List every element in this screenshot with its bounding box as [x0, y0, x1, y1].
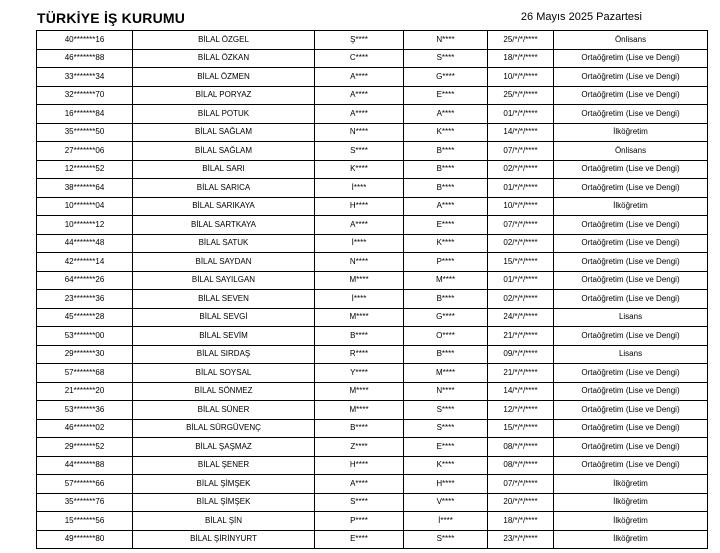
- mother-name-cell: İ****: [315, 234, 404, 253]
- applicant-table: [36, 30, 708, 549]
- mother-name-cell: A****: [315, 475, 404, 494]
- father-name-cell: K****: [404, 234, 488, 253]
- id-number-cell: 45*******28: [37, 308, 133, 327]
- id-number-cell: 35*******50: [37, 123, 133, 142]
- id-number-cell: 16*******84: [37, 105, 133, 124]
- mother-name-cell: M****: [315, 401, 404, 420]
- education-cell: Ortaöğretim (Lise ve Dengi): [554, 364, 708, 383]
- id-number-cell: 21*******20: [37, 382, 133, 401]
- birth-date-cell: 14/*/*/****: [488, 123, 554, 142]
- mother-name-cell: S****: [315, 493, 404, 512]
- full-name-cell: BİLAL SEVİM: [133, 327, 315, 346]
- birth-date-cell: 25/*/*/****: [488, 31, 554, 50]
- institution-title: TÜRKİYE İŞ KURUMU: [37, 10, 186, 26]
- full-name-cell: BİLAL ÖZMEN: [133, 68, 315, 87]
- birth-date-cell: 10/*/*/****: [488, 197, 554, 216]
- education-cell: İlköğretim: [554, 197, 708, 216]
- birth-date-cell: 25/*/*/****: [488, 86, 554, 105]
- education-cell: İlköğretim: [554, 123, 708, 142]
- table-row: [37, 160, 708, 179]
- father-name-cell: İ****: [404, 512, 488, 531]
- table-row: [37, 216, 708, 235]
- id-number-cell: 29*******30: [37, 345, 133, 364]
- birth-date-cell: 14/*/*/****: [488, 382, 554, 401]
- birth-date-cell: 02/*/*/****: [488, 234, 554, 253]
- full-name-cell: BİLAL SAĞLAM: [133, 142, 315, 161]
- father-name-cell: A****: [404, 105, 488, 124]
- mother-name-cell: M****: [315, 382, 404, 401]
- education-cell: Ortaöğretim (Lise ve Dengi): [554, 86, 708, 105]
- birth-date-cell: 02/*/*/****: [488, 160, 554, 179]
- father-name-cell: A****: [404, 197, 488, 216]
- education-cell: Ortaöğretim (Lise ve Dengi): [554, 234, 708, 253]
- full-name-cell: BİLAL ŞENER: [133, 456, 315, 475]
- id-number-cell: 10*******12: [37, 216, 133, 235]
- education-cell: Ortaöğretim (Lise ve Dengi): [554, 216, 708, 235]
- id-number-cell: 29*******52: [37, 438, 133, 457]
- id-number-cell: 44*******48: [37, 234, 133, 253]
- education-cell: Ortaöğretim (Lise ve Dengi): [554, 68, 708, 87]
- mother-name-cell: A****: [315, 105, 404, 124]
- id-number-cell: 23*******36: [37, 290, 133, 309]
- mother-name-cell: R****: [315, 345, 404, 364]
- mother-name-cell: N****: [315, 123, 404, 142]
- full-name-cell: BİLAL SEVGİ: [133, 308, 315, 327]
- full-name-cell: BİLAL ÖZGEL: [133, 31, 315, 50]
- table-row: [37, 31, 708, 50]
- education-cell: Ortaöğretim (Lise ve Dengi): [554, 253, 708, 272]
- father-name-cell: G****: [404, 68, 488, 87]
- birth-date-cell: 01/*/*/****: [488, 179, 554, 198]
- table-row: [37, 105, 708, 124]
- mother-name-cell: Ş****: [315, 31, 404, 50]
- id-number-cell: 57*******68: [37, 364, 133, 383]
- table-row: [37, 530, 708, 549]
- father-name-cell: K****: [404, 456, 488, 475]
- mother-name-cell: Z****: [315, 438, 404, 457]
- document-date: 26 Mayıs 2025 Pazartesi: [520, 11, 642, 23]
- full-name-cell: BİLAL SAĞLAM: [133, 123, 315, 142]
- education-cell: Ortaöğretim (Lise ve Dengi): [554, 271, 708, 290]
- father-name-cell: M****: [404, 364, 488, 383]
- birth-date-cell: 07/*/*/****: [488, 216, 554, 235]
- table-row: [37, 419, 708, 438]
- father-name-cell: G****: [404, 308, 488, 327]
- father-name-cell: N****: [404, 382, 488, 401]
- full-name-cell: BİLAL ŞİMŞEK: [133, 475, 315, 494]
- father-name-cell: E****: [404, 438, 488, 457]
- table-row: [37, 438, 708, 457]
- father-name-cell: B****: [404, 345, 488, 364]
- full-name-cell: BİLAL SARI: [133, 160, 315, 179]
- table-row: [37, 493, 708, 512]
- birth-date-cell: 10/*/*/****: [488, 68, 554, 87]
- mother-name-cell: B****: [315, 419, 404, 438]
- education-cell: Lisans: [554, 308, 708, 327]
- id-number-cell: 57*******66: [37, 475, 133, 494]
- full-name-cell: BİLAL SÖNMEZ: [133, 382, 315, 401]
- education-cell: İlköğretim: [554, 530, 708, 549]
- full-name-cell: BİLAL SIRDAŞ: [133, 345, 315, 364]
- birth-date-cell: 15/*/*/****: [488, 253, 554, 272]
- birth-date-cell: 08/*/*/****: [488, 438, 554, 457]
- mother-name-cell: S****: [315, 142, 404, 161]
- table-row: [37, 271, 708, 290]
- full-name-cell: BİLAL SOYSAL: [133, 364, 315, 383]
- id-number-cell: 33*******34: [37, 68, 133, 87]
- mother-name-cell: H****: [315, 197, 404, 216]
- full-name-cell: BİLAL SATUK: [133, 234, 315, 253]
- father-name-cell: O****: [404, 327, 488, 346]
- table-row: [37, 290, 708, 309]
- id-number-cell: 64*******26: [37, 271, 133, 290]
- full-name-cell: BİLAL SÜNER: [133, 401, 315, 420]
- birth-date-cell: 07/*/*/****: [488, 475, 554, 494]
- table-row: [37, 49, 708, 68]
- birth-date-cell: 07/*/*/****: [488, 142, 554, 161]
- id-number-cell: 44*******88: [37, 456, 133, 475]
- birth-date-cell: 01/*/*/****: [488, 271, 554, 290]
- mother-name-cell: İ****: [315, 290, 404, 309]
- father-name-cell: H****: [404, 475, 488, 494]
- table-row: [37, 142, 708, 161]
- mother-name-cell: M****: [315, 271, 404, 290]
- father-name-cell: B****: [404, 290, 488, 309]
- birth-date-cell: 20/*/*/****: [488, 493, 554, 512]
- id-number-cell: 42*******14: [37, 253, 133, 272]
- table-row: [37, 123, 708, 142]
- full-name-cell: BİLAL SEVEN: [133, 290, 315, 309]
- table-row: [37, 179, 708, 198]
- full-name-cell: BİLAL ŞAŞMAZ: [133, 438, 315, 457]
- birth-date-cell: 02/*/*/****: [488, 290, 554, 309]
- table-row: [37, 401, 708, 420]
- full-name-cell: BİLAL ŞİRİNYURT: [133, 530, 315, 549]
- mother-name-cell: C****: [315, 49, 404, 68]
- education-cell: Ortaöğretim (Lise ve Dengi): [554, 438, 708, 457]
- father-name-cell: V****: [404, 493, 488, 512]
- table-row: [37, 345, 708, 364]
- table-row: [37, 308, 708, 327]
- id-number-cell: 53*******00: [37, 327, 133, 346]
- full-name-cell: BİLAL SÜRGÜVENÇ: [133, 419, 315, 438]
- birth-date-cell: 23/*/*/****: [488, 530, 554, 549]
- education-cell: İlköğretim: [554, 493, 708, 512]
- mother-name-cell: A****: [315, 216, 404, 235]
- table-row: [37, 512, 708, 531]
- father-name-cell: E****: [404, 86, 488, 105]
- full-name-cell: BİLAL ŞİN: [133, 512, 315, 531]
- birth-date-cell: 09/*/*/****: [488, 345, 554, 364]
- father-name-cell: S****: [404, 401, 488, 420]
- birth-date-cell: 01/*/*/****: [488, 105, 554, 124]
- table-row: [37, 456, 708, 475]
- table-row: [37, 382, 708, 401]
- father-name-cell: S****: [404, 530, 488, 549]
- mother-name-cell: H****: [315, 456, 404, 475]
- education-cell: Ortaöğretim (Lise ve Dengi): [554, 179, 708, 198]
- education-cell: Ortaöğretim (Lise ve Dengi): [554, 382, 708, 401]
- full-name-cell: BİLAL SAYILGAN: [133, 271, 315, 290]
- full-name-cell: BİLAL SARIKAYA: [133, 197, 315, 216]
- father-name-cell: B****: [404, 179, 488, 198]
- education-cell: Ortaöğretim (Lise ve Dengi): [554, 290, 708, 309]
- id-number-cell: 35*******76: [37, 493, 133, 512]
- education-cell: Ortaöğretim (Lise ve Dengi): [554, 327, 708, 346]
- mother-name-cell: Y****: [315, 364, 404, 383]
- full-name-cell: BİLAL ŞİMŞEK: [133, 493, 315, 512]
- father-name-cell: B****: [404, 160, 488, 179]
- father-name-cell: N****: [404, 31, 488, 50]
- mother-name-cell: M****: [315, 308, 404, 327]
- birth-date-cell: 18/*/*/****: [488, 49, 554, 68]
- education-cell: Ortaöğretim (Lise ve Dengi): [554, 419, 708, 438]
- education-cell: İlköğretim: [554, 475, 708, 494]
- birth-date-cell: 08/*/*/****: [488, 456, 554, 475]
- mother-name-cell: E****: [315, 530, 404, 549]
- mother-name-cell: A****: [315, 68, 404, 87]
- id-number-cell: 40*******16: [37, 31, 133, 50]
- birth-date-cell: 21/*/*/****: [488, 327, 554, 346]
- birth-date-cell: 21/*/*/****: [488, 364, 554, 383]
- mother-name-cell: P****: [315, 512, 404, 531]
- father-name-cell: S****: [404, 419, 488, 438]
- table-row: [37, 86, 708, 105]
- id-number-cell: 38*******64: [37, 179, 133, 198]
- id-number-cell: 49*******80: [37, 530, 133, 549]
- id-number-cell: 32*******70: [37, 86, 133, 105]
- birth-date-cell: 24/*/*/****: [488, 308, 554, 327]
- father-name-cell: K****: [404, 123, 488, 142]
- education-cell: Ortaöğretim (Lise ve Dengi): [554, 401, 708, 420]
- education-cell: Ortaöğretim (Lise ve Dengi): [554, 105, 708, 124]
- education-cell: Önlisans: [554, 142, 708, 161]
- birth-date-cell: 12/*/*/****: [488, 401, 554, 420]
- education-cell: Ortaöğretim (Lise ve Dengi): [554, 160, 708, 179]
- mother-name-cell: İ****: [315, 179, 404, 198]
- mother-name-cell: A****: [315, 86, 404, 105]
- id-number-cell: 53*******36: [37, 401, 133, 420]
- education-cell: Ortaöğretim (Lise ve Dengi): [554, 456, 708, 475]
- table-row: [37, 234, 708, 253]
- full-name-cell: BİLAL POTUK: [133, 105, 315, 124]
- table-row: [37, 253, 708, 272]
- full-name-cell: BİLAL PORYAZ: [133, 86, 315, 105]
- father-name-cell: E****: [404, 216, 488, 235]
- table-row: [37, 364, 708, 383]
- table-row: [37, 197, 708, 216]
- full-name-cell: BİLAL SARICA: [133, 179, 315, 198]
- mother-name-cell: B****: [315, 327, 404, 346]
- father-name-cell: S****: [404, 49, 488, 68]
- birth-date-cell: 18/*/*/****: [488, 512, 554, 531]
- table-row: [37, 327, 708, 346]
- education-cell: İlköğretim: [554, 512, 708, 531]
- birth-date-cell: 15/*/*/****: [488, 419, 554, 438]
- table-row: [37, 68, 708, 87]
- id-number-cell: 46*******88: [37, 49, 133, 68]
- full-name-cell: BİLAL SAYDAN: [133, 253, 315, 272]
- table-row: [37, 475, 708, 494]
- father-name-cell: B****: [404, 142, 488, 161]
- education-cell: Lisans: [554, 345, 708, 364]
- mother-name-cell: N****: [315, 253, 404, 272]
- id-number-cell: 46*******02: [37, 419, 133, 438]
- mother-name-cell: K****: [315, 160, 404, 179]
- id-number-cell: 15*******56: [37, 512, 133, 531]
- education-cell: Önlisans: [554, 31, 708, 50]
- full-name-cell: BİLAL SARTKAYA: [133, 216, 315, 235]
- father-name-cell: P****: [404, 253, 488, 272]
- father-name-cell: M****: [404, 271, 488, 290]
- id-number-cell: 10*******04: [37, 197, 133, 216]
- education-cell: Ortaöğretim (Lise ve Dengi): [554, 49, 708, 68]
- full-name-cell: BİLAL ÖZKAN: [133, 49, 315, 68]
- id-number-cell: 27*******06: [37, 142, 133, 161]
- id-number-cell: 12*******52: [37, 160, 133, 179]
